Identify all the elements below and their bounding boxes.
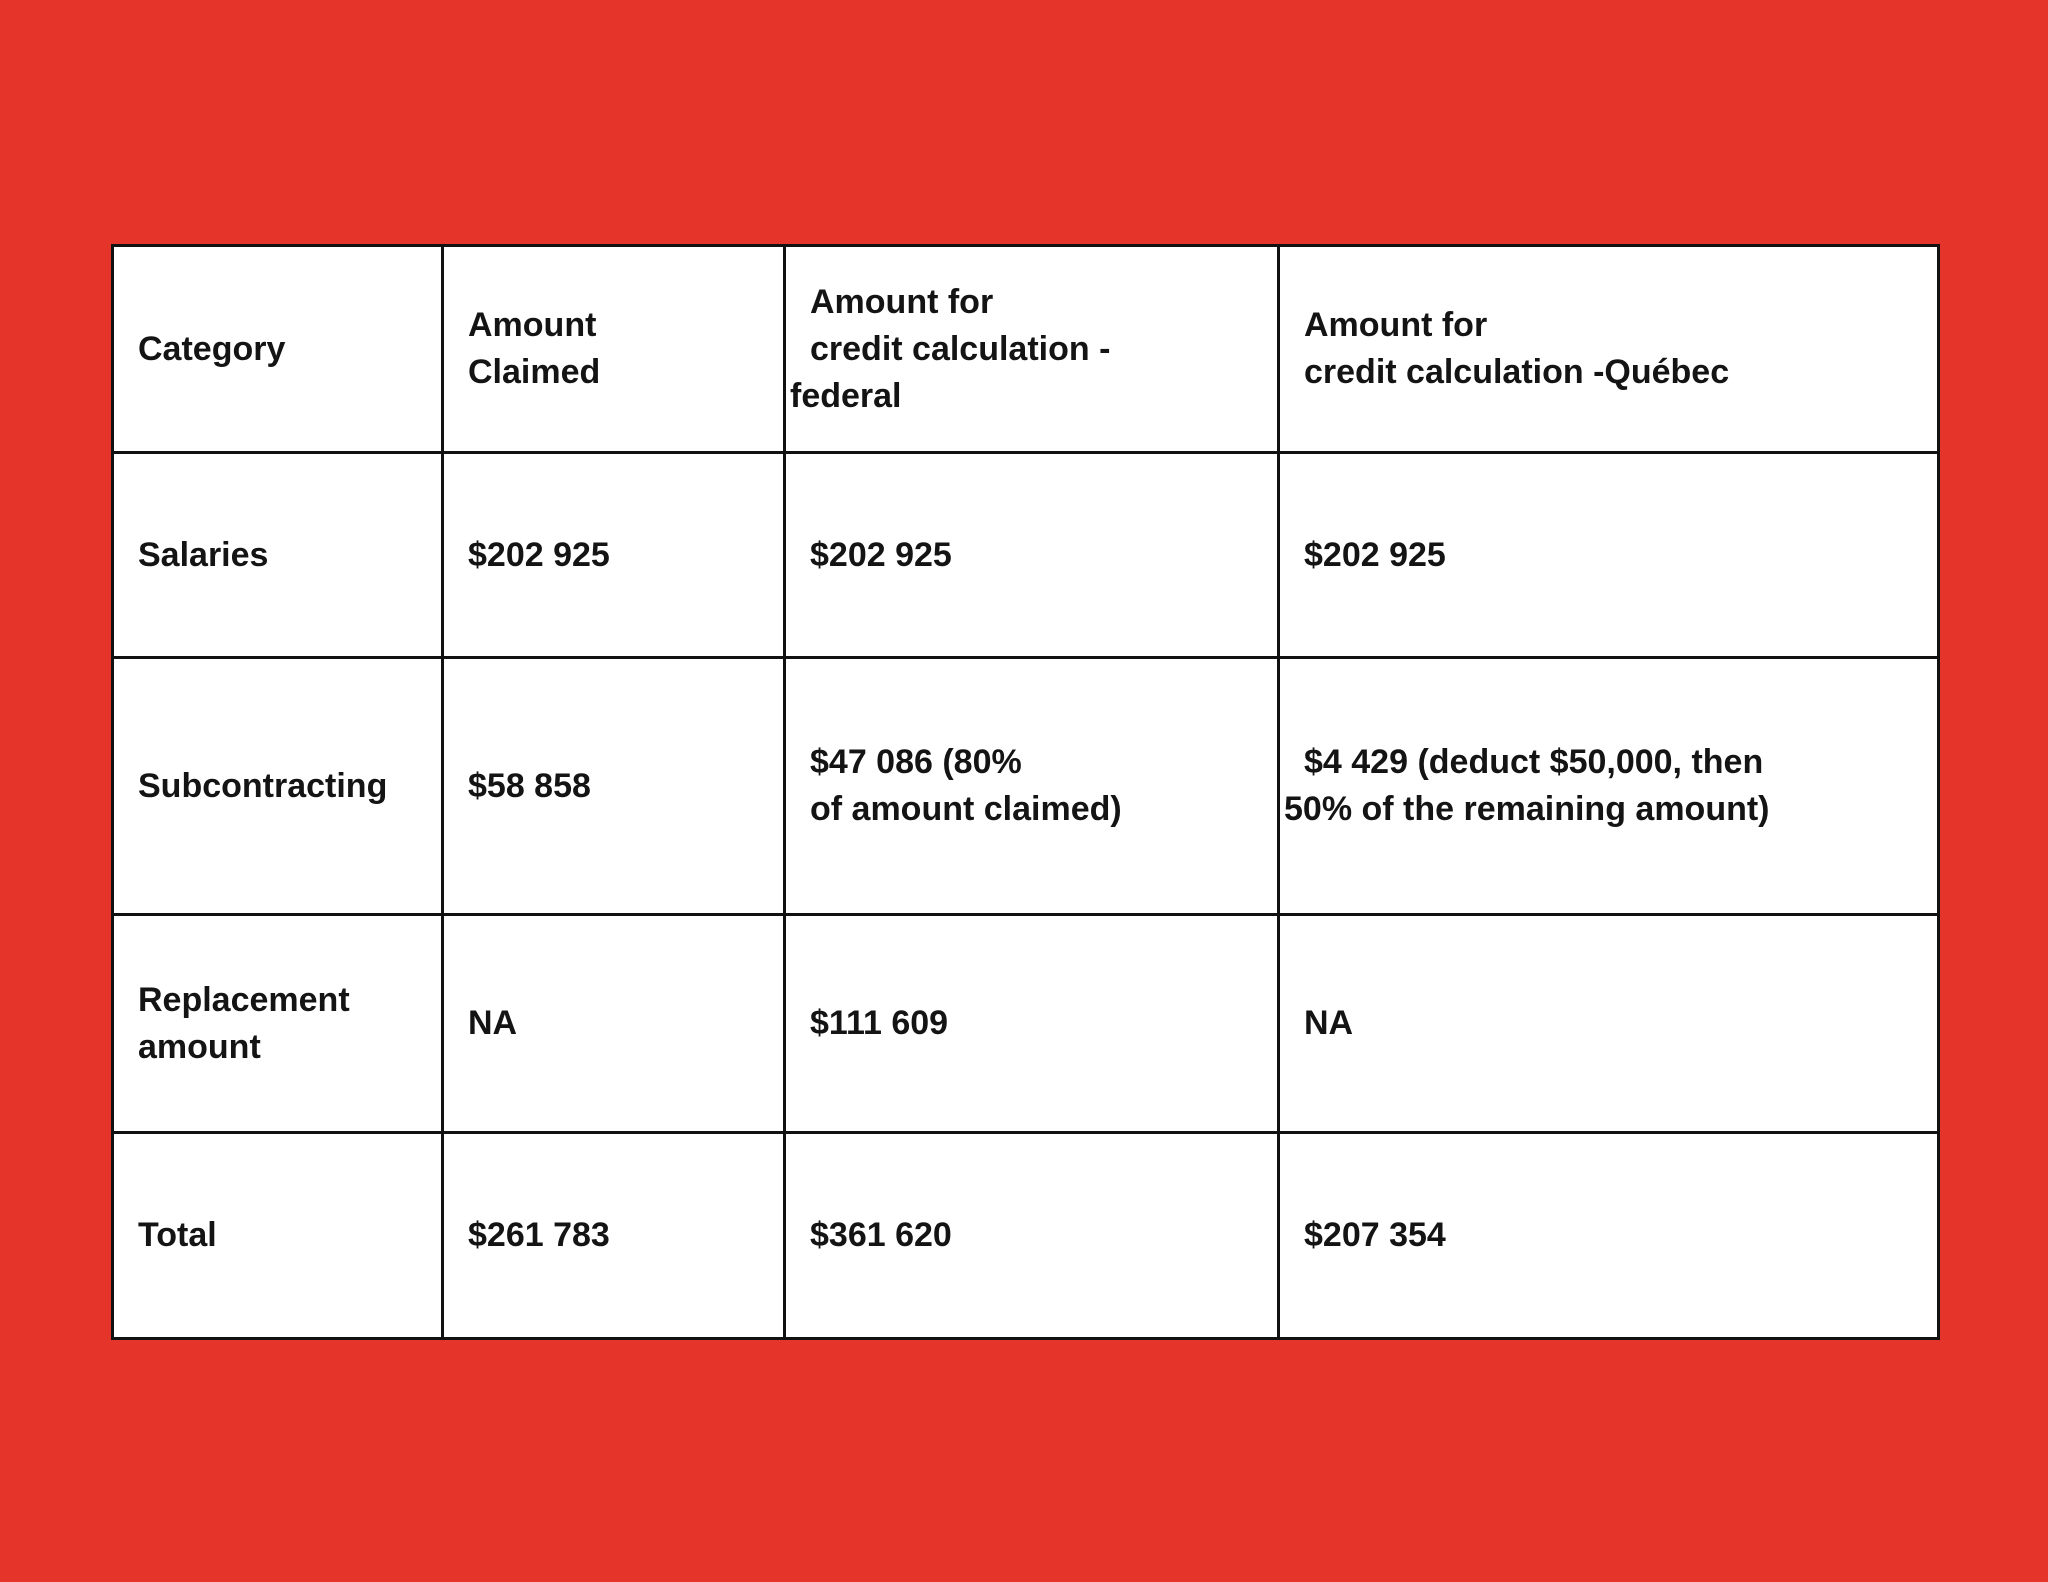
cell-quebec bbox=[1279, 453, 1939, 658]
subcontracting-amount-claimed: $58 858 bbox=[468, 766, 591, 805]
cell-quebec bbox=[1279, 658, 1939, 915]
header-quebec bbox=[1279, 246, 1939, 453]
total-amount-claimed: $261 783 bbox=[468, 1216, 610, 1254]
total-quebec: $207 354 bbox=[1304, 1216, 1446, 1254]
table-row-total bbox=[113, 1133, 1939, 1339]
salaries-federal: $202 925 bbox=[810, 535, 952, 574]
header-amount-claimed bbox=[443, 246, 785, 453]
category-salaries: Salaries bbox=[138, 535, 269, 574]
header-amount-claimed-line-1: Amount bbox=[468, 306, 597, 344]
table-row bbox=[113, 658, 1939, 915]
header-federal-line-2: credit calculation - bbox=[810, 329, 1111, 368]
cell-category bbox=[113, 915, 443, 1133]
credit-calculation-table bbox=[111, 244, 1940, 1340]
cell-category bbox=[113, 1133, 443, 1339]
cell-amount-claimed bbox=[443, 915, 785, 1133]
cell-quebec bbox=[1279, 915, 1939, 1133]
cell-quebec bbox=[1279, 1133, 1939, 1339]
category-total: Total bbox=[138, 1216, 217, 1254]
cell-federal bbox=[785, 1133, 1279, 1339]
cell-category bbox=[113, 658, 443, 915]
cell-amount-claimed bbox=[443, 1133, 785, 1339]
salaries-quebec: $202 925 bbox=[1304, 535, 1446, 574]
header-federal-line-3: federal bbox=[790, 376, 902, 415]
category-subcontracting: Subcontracting bbox=[138, 766, 388, 805]
cell-federal bbox=[785, 453, 1279, 658]
header-quebec-line-1: Amount for bbox=[1304, 306, 1488, 344]
subcontracting-quebec-line-2: 50% of the remaining amount) bbox=[1284, 790, 1770, 828]
cell-federal bbox=[785, 915, 1279, 1133]
replacement-federal: $111 609 bbox=[810, 1004, 949, 1042]
subcontracting-federal-line-1: $47 086 (80% bbox=[810, 743, 1022, 781]
cell-amount-claimed bbox=[443, 658, 785, 915]
header-quebec-line-2: credit calculation -Québec bbox=[1304, 353, 1730, 391]
cell-amount-claimed bbox=[443, 453, 785, 658]
table-row bbox=[113, 915, 1939, 1133]
salaries-amount-claimed: $202 925 bbox=[468, 535, 610, 574]
table-header-row bbox=[113, 246, 1939, 453]
subcontracting-federal-line-2: of amount claimed) bbox=[810, 790, 1122, 828]
cell-category bbox=[113, 453, 443, 658]
category-replacement-line-1: Replacement bbox=[138, 980, 350, 1019]
credit-table-container bbox=[111, 244, 1937, 1337]
subcontracting-quebec-line-1: $4 429 (deduct $50,000, then bbox=[1304, 743, 1764, 781]
table-row bbox=[113, 453, 1939, 658]
header-amount-claimed-line-2: Claimed bbox=[468, 353, 601, 391]
cell-federal bbox=[785, 658, 1279, 915]
header-federal bbox=[785, 246, 1279, 453]
header-category-label: Category bbox=[138, 329, 286, 368]
total-federal: $361 620 bbox=[810, 1216, 952, 1254]
header-category bbox=[113, 246, 443, 453]
header-federal-line-1: Amount for bbox=[810, 282, 994, 321]
replacement-quebec: NA bbox=[1304, 1004, 1354, 1042]
replacement-amount-claimed: NA bbox=[468, 1004, 518, 1042]
category-replacement-line-2: amount bbox=[138, 1027, 261, 1066]
